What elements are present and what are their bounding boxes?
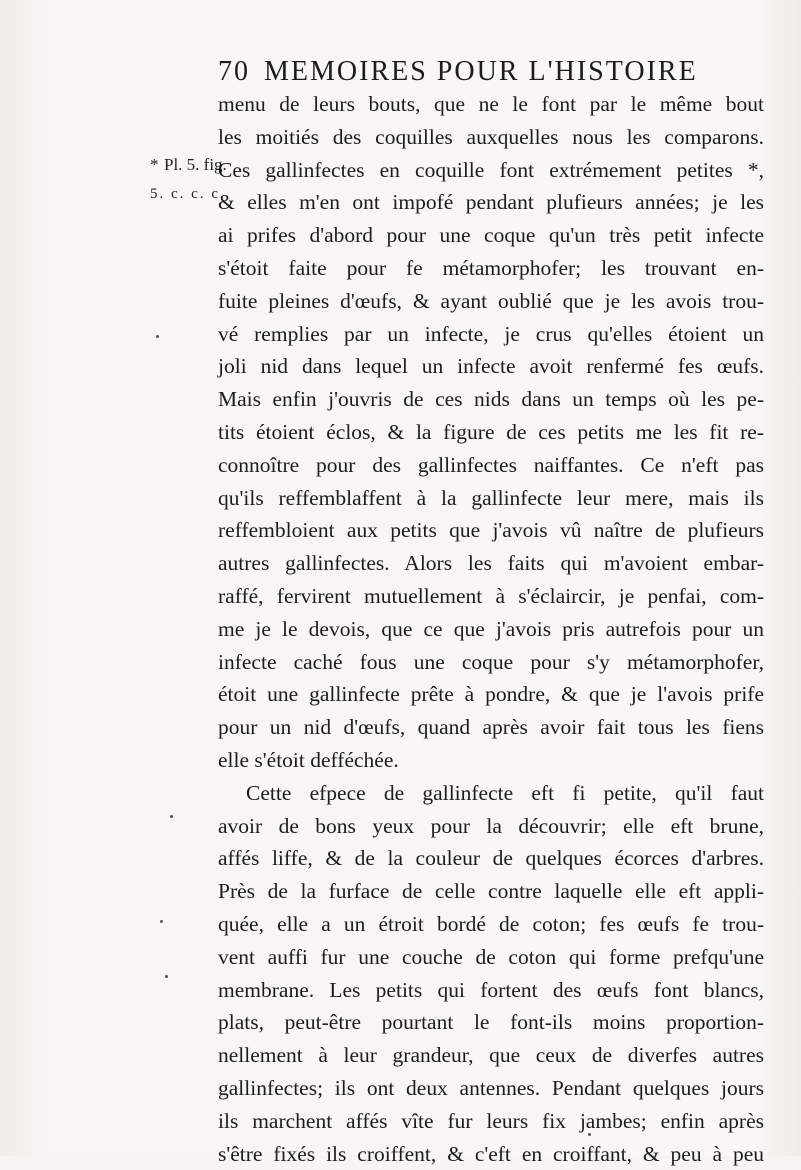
text-line: Mais enfin j'ouvris de ces nids dans un temps où les pe- [218,383,764,416]
ink-speck [156,335,159,338]
text-line: autres gallinfectes. Alors les faits qui m'avoient embar- [218,547,764,580]
margin-asterisk: * [150,155,159,175]
text-line: elle s'étoit defféchée. [218,744,764,777]
page-number: 70 [218,56,250,87]
text-line: qu'ils reffemblaffent à la gallinfecte leur mere, mais ils [218,482,764,515]
ink-speck [170,815,173,818]
text-line: quée, elle a un étroit bordé de coton; fes œufs fe trou- [218,908,764,941]
text-line: tits étoient éclos, & la figure de ces petits me les fit re- [218,416,764,449]
running-header [218,56,758,92]
text-line: Ces gallinfectes en coquille font extrémement petites *, [218,154,764,187]
margin-plate-reference: Pl. 5. fig. [164,155,227,175]
text-line: ils marchent affés vîte fur leurs fix jambes; enfin après [218,1105,764,1138]
text-line: pour un nid d'œufs, quand après avoir fait tous les fiens [218,711,764,744]
text-line: raffé, fervirent mutuellement à s'éclaircir, je penfai, com- [218,580,764,613]
margin-figure-reference: 5. c. c. c. [150,186,226,203]
text-line: membrane. Les petits qui fortent des œufs font blancs, [218,974,764,1007]
text-line: ai prifes d'abord pour une coque qu'un très petit infecte [218,219,764,252]
text-line: vent auffi fur une couche de coton qui forme prefqu'une [218,941,764,974]
text-line: plats, peut-être pourtant le font-ils moins proportion- [218,1006,764,1039]
text-line: nellement à leur grandeur, que ceux de diverfes autres [218,1039,764,1072]
ink-speck [165,975,168,978]
text-line: s'être fixés ils croiffent, & c'eft en croiffant, & peu à peu [218,1138,764,1170]
text-line: Près de la furface de celle contre laquelle elle eft appli- [218,875,764,908]
text-line: me je le devois, que ce que j'avois pris autrefois pour un [218,613,764,646]
text-line: gallinfectes; ils ont deux antennes. Pendant quelques jours [218,1072,764,1105]
text-line: fuite pleines d'œufs, & ayant oublié que je les avois trou- [218,285,764,318]
text-line: étoit une gallinfecte prête à pondre, & que je l'avois prife [218,678,764,711]
text-line: reffembloient aux petits que j'avois vû naître de plufieurs [218,514,764,547]
running-title: MEMOIRES POUR L'HISTOIRE [264,56,698,87]
text-line: Cette efpece de gallinfecte eft fi petite, qu'il faut [218,777,764,810]
text-line: vé remplies par un infecte, je crus qu'elles étoient un [218,318,764,351]
text-line: joli nid dans lequel un infecte avoit renfermé fes œufs. [218,350,764,383]
text-line: s'étoit faite pour fe métamorphofer; les trouvant en- [218,252,764,285]
ink-speck [588,1133,591,1136]
text-line: affés liffe, & de la couleur de quelques écorces d'arbres. [218,842,764,875]
text-line: les moitiés des coquilles auxquelles nous les comparons. [218,121,764,154]
text-line: infecte caché fous une coque pour s'y métamorphofer, [218,646,764,679]
body-text [218,88,764,1170]
text-line: & elles m'en ont impofé pendant plufieurs années; je les [218,186,764,219]
text-line: connoître pour des gallinfectes naiffantes. Ce n'eft pas [218,449,764,482]
text-line: avoir de bons yeux pour la découvrir; elle eft brune, [218,810,764,843]
ink-speck [160,920,163,923]
text-line: menu de leurs bouts, que ne le font par le même bout [218,88,764,121]
